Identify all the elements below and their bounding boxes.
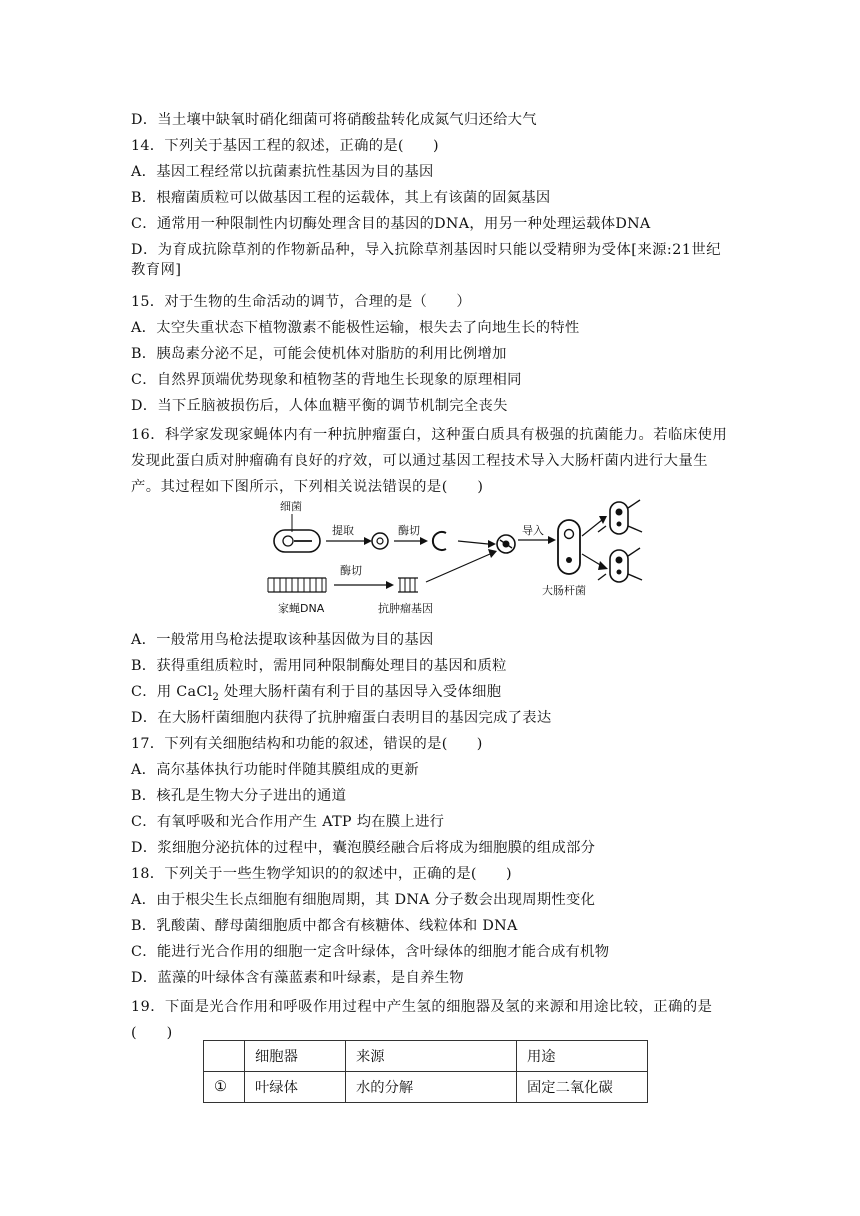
q18-option-b: B．乳酸菌、酵母菌细胞质中都含有核糖体、线粒体和 DNA (131, 918, 518, 934)
antitumor-gene-fragment (398, 578, 418, 592)
q15-stem: 15．对于生物的生命活动的调节，合理的是（ ） (131, 294, 471, 310)
q18-option-d: D．蓝藻的叶绿体含有藻蓝素和叶绿素，是自养生物 (131, 970, 464, 986)
label-ecoli: 大肠杆菌 (542, 584, 586, 597)
q16-stem: 16．科学家发现家蝇体内有一种抗肿瘤蛋白，这种蛋白质具有极强的抗菌能力。若临床使用发现此蛋白质对肿瘤确有良好的疗效，可以通过基因工程技术导入大肠杆菌内进行大量生产。其过程如下图所示，下列相关说法错误的是( ) (131, 427, 728, 495)
q16-option-d: D．在大肠杆菌细胞内获得了抗肿瘤蛋白表明目的基因完成了表达 (131, 710, 552, 726)
plasmid (372, 533, 388, 549)
table-row (204, 1072, 648, 1103)
q16-option-c (131, 682, 731, 708)
q16c-text: C．用 CaCl (131, 684, 213, 700)
label-extract: 提取 (332, 524, 354, 537)
q16c-text-rest: 处理大肠杆菌有利于目的基因导入受体细胞 (219, 684, 502, 700)
label-import: 导入 (522, 524, 544, 537)
q17-stem: 17．下列有关细胞结构和功能的叙述，错误的是( ) (131, 736, 483, 752)
q16-option-b: B．获得重组质粒时，需用同种限制酶处理目的基因和质粒 (131, 658, 507, 674)
table-cell: ① (204, 1072, 245, 1103)
table-header-row (204, 1041, 648, 1072)
q17-option-a: A．高尔基体执行功能时伴随其膜组成的更新 (131, 762, 419, 778)
label-cut-dna: 酶切 (340, 564, 362, 577)
q14-option-b: B．根瘤菌质粒可以做基因工程的运载体，其上有该菌的固氮基因 (131, 190, 551, 206)
q14-option-c: C．通常用一种限制性内切酶处理含目的基因的DNA，用另一种处理运载体DNA (131, 216, 651, 232)
table-header-cell: 细胞器 (245, 1041, 346, 1072)
q17-option-c: C．有氧呼吸和光合作用产生 ATP 均在膜上进行 (131, 814, 445, 830)
q15-option-a: A．太空失重状态下植物激素不能极性运输，根失去了向地生长的特性 (131, 320, 580, 336)
table-header-cell: 来源 (346, 1041, 517, 1072)
q14-option-d: D．为育成抗除草剂的作物新品种，导入抗除草剂基因时只能以受精卵为受体[来源:21世纪教育网] (131, 242, 722, 278)
table-header-cell (204, 1041, 245, 1072)
q16-option-a: A．一般常用鸟枪法提取该种基因做为目的基因 (131, 632, 434, 648)
label-antitumor-gene: 抗肿瘤基因 (378, 602, 433, 615)
comparison-table (203, 1040, 648, 1103)
table-cell: 水的分解 (346, 1072, 517, 1103)
q15-option-c: C．自然界顶端优势现象和植物茎的背地生长现象的原理相同 (131, 372, 522, 388)
q13-option-d: D．当土壤中缺氧时硝化细菌可将硝酸盐转化成氮气归还给大气 (131, 112, 537, 128)
q17-option-b: B．核孔是生物大分子进出的通道 (131, 788, 347, 804)
table-header-cell: 用途 (517, 1041, 648, 1072)
cut-plasmid (433, 532, 446, 550)
q14-option-a: A．基因工程经常以抗菌素抗性基因为目的基因 (131, 164, 434, 180)
label-fly-dna: 家蝇DNA (278, 602, 325, 615)
q19-stem: 19．下面是光合作用和呼吸作用过程中产生氢的细胞器及氢的来源和用途比较，正确的是( ) (131, 999, 713, 1041)
label-cut-plasmid: 酶切 (398, 524, 420, 537)
q17-option-d: D．浆细胞分泌抗体的过程中，囊泡膜经融合后将成为细胞膜的组成部分 (131, 840, 596, 856)
label-bacteria: 细菌 (280, 500, 302, 513)
q16c-subscript: 2 (212, 691, 220, 703)
q18-option-a: A．由于根尖生长点细胞有细胞周期，其 DNA 分子数会出现周期性变化 (131, 892, 596, 908)
q15-option-d: D．当下丘脑被损伤后，人体血糖平衡的调节机制完全丧失 (131, 398, 508, 414)
q18-option-c: C．能进行光合作用的细胞一定含叶绿体，含叶绿体的细胞才能合成有机物 (131, 944, 610, 960)
table-cell: 固定二氧化碳 (517, 1072, 648, 1103)
daughter-cell-bottom (598, 548, 642, 582)
q18-stem: 18．下列关于一些生物学知识的的叙述中，正确的是( ) (131, 866, 512, 882)
q14-stem: 14．下列关于基因工程的叙述，正确的是( ) (131, 138, 439, 154)
q15-option-b: B．胰岛素分泌不足，可能会使机体对脂肪的利用比例增加 (131, 346, 507, 362)
table-cell: 叶绿体 (245, 1072, 346, 1103)
ecoli-cell (558, 520, 580, 574)
gene-engineering-diagram (260, 496, 645, 618)
fly-dna (268, 578, 326, 592)
